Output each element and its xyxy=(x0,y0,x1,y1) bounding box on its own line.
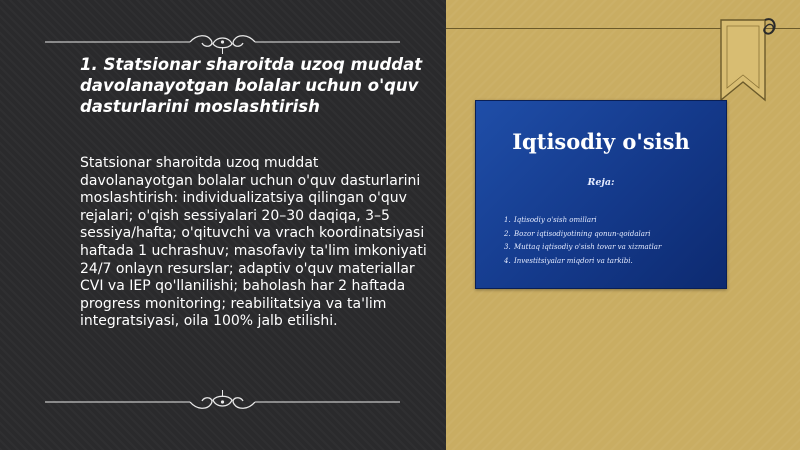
bottom-flourish-divider-icon xyxy=(45,390,400,414)
list-item: 4. Investitsiyalar miqdori va tarkibi. xyxy=(504,256,633,265)
top-flourish-divider-icon xyxy=(45,30,400,54)
list-item: 1. Iqtisodiy o'sish omillari xyxy=(504,216,597,224)
document-subtitle: Reja: xyxy=(587,177,615,188)
bookmark-ribbon-icon xyxy=(718,18,778,102)
slide-body-text: Statsionar sharoitda uzoq muddat davolanayotgan bolalar uchun o'quv dasturlarini moslashtirish: individualizatsiya qilingan o'quv rejalari; o'qish sessiyalari 20–30 daqiqa, 3–5 sessiya/hafta; o'qituvchi va vrach koordinatsiyasi haftada 1 uchrashuv; masofaviy ta'lim imkoniyati 24/7 onlayn resurslar; adaptiv o'quv materiallar CVI va IEP qo'llanilishi; baholash har 2 haftada progress monitoring; reabilitatsiya va ta'lim integratsiyasi, oila 100% jalb etilishi. xyxy=(80,155,427,330)
embedded-document-image xyxy=(475,100,727,289)
slide-title: 1. Statsionar sharoitda uzoq muddat davolanayotgan bolalar uchun o'quv dasturlarini moslashtirish xyxy=(80,55,423,116)
document-title: Iqtisodiy o'sish xyxy=(512,129,690,154)
list-item: 3. Muttaq iqtisodiy o'sish tovar va xizmatlar xyxy=(504,243,662,251)
list-item: 2. Bozor iqtisodiyotining qonun-qoidalari xyxy=(504,229,651,238)
document-list xyxy=(504,214,661,268)
